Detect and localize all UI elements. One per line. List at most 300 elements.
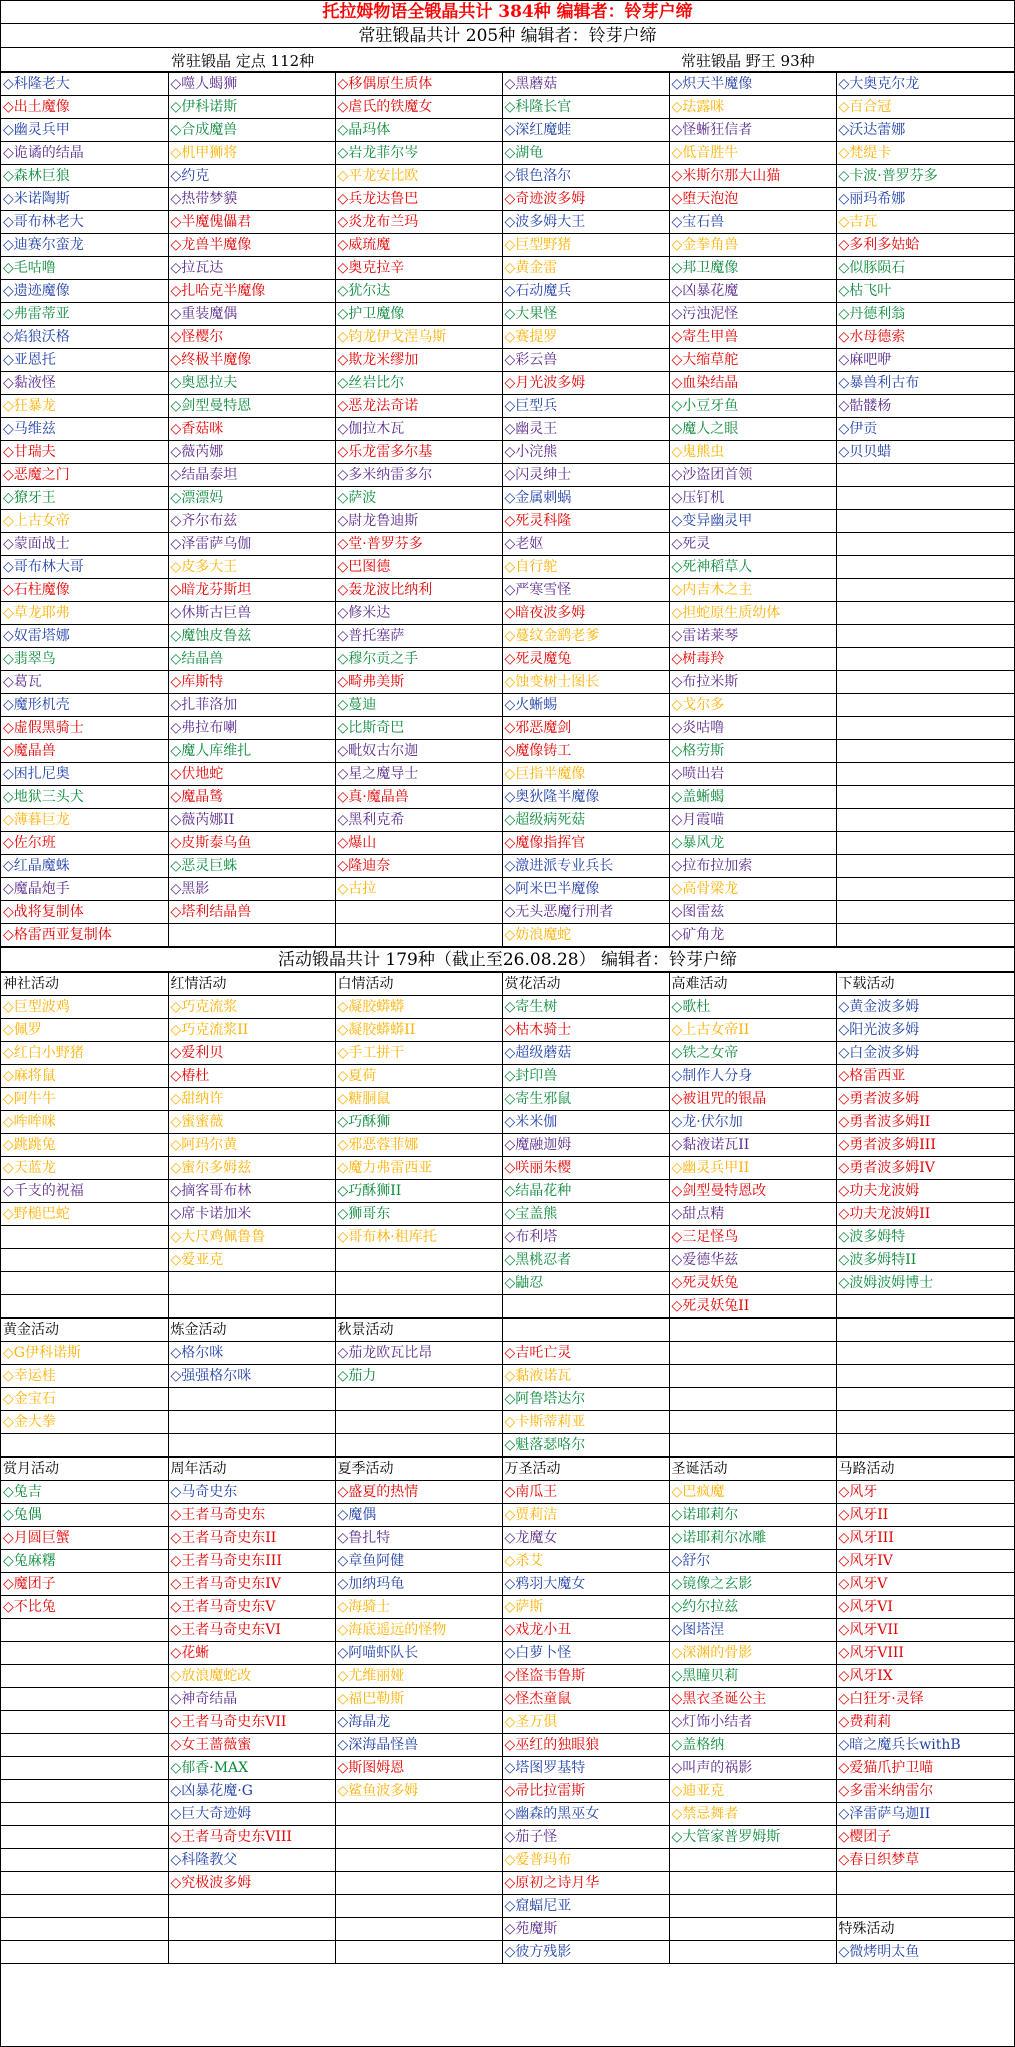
table-row xyxy=(1,717,1015,740)
crystal-entry: ◇黑利克希 xyxy=(335,809,502,832)
crystal-entry: ◇怪杰童鼠 xyxy=(502,1688,669,1711)
crystal-entry: ◇天蓝龙 xyxy=(1,1157,168,1180)
crystal-entry: ◇科隆教父 xyxy=(168,1849,335,1872)
crystal-entry: ◇兔吉 xyxy=(1,1481,168,1504)
crystal-entry: ◇翡翠鸟 xyxy=(1,648,168,671)
crystal-entry: ◇魔像铸工 xyxy=(502,740,669,763)
crystal-entry: ◇宝石兽 xyxy=(669,211,836,234)
table-row xyxy=(1,556,1015,579)
crystal-entry: ◇阿鲁塔达尔 xyxy=(502,1388,669,1411)
empty-cell xyxy=(836,855,1015,878)
crystal-entry: ◇欺龙米缪加 xyxy=(335,349,502,372)
crystal-entry: ◇珐露咪 xyxy=(669,96,836,119)
crystal-entry: ◇机甲狮将 xyxy=(168,142,335,165)
crystal-entry: ◇龙魔女 xyxy=(502,1527,669,1550)
crystal-entry: ◇禁忌舞者 xyxy=(669,1803,836,1826)
table-row xyxy=(1,395,1015,418)
table-row xyxy=(1,855,1015,878)
table-row xyxy=(1,1918,1015,1941)
table-row xyxy=(1,1550,1015,1573)
crystal-entry: ◇海底遥远的怪物 xyxy=(335,1619,502,1642)
crystal-entry: ◇金大拳 xyxy=(1,1411,168,1434)
crystal-entry: ◇奥狄隆半魔像 xyxy=(502,786,669,809)
crystal-entry: ◇黑瞳贝莉 xyxy=(669,1665,836,1688)
crystal-entry: ◇金宝石 xyxy=(1,1388,168,1411)
crystal-entry: ◇巴疯魔 xyxy=(669,1481,836,1504)
crystal-entry: ◇春日织梦草 xyxy=(836,1849,1015,1872)
crystal-entry: ◇伊科诺斯 xyxy=(168,96,335,119)
crystal-entry: ◇戈尔多 xyxy=(669,694,836,717)
crystal-entry: ◇困扎尼奥 xyxy=(1,763,168,786)
empty-cell xyxy=(1,1780,168,1803)
crystal-entry: ◇阿喵虾队长 xyxy=(335,1642,502,1665)
crystal-entry: ◇比斯奇巴 xyxy=(335,717,502,740)
table-row xyxy=(1,1895,1015,1918)
crystal-entry: ◇重装魔偶 xyxy=(168,303,335,326)
empty-cell xyxy=(1,1226,168,1249)
crystal-entry: ◇王者马奇史东VI xyxy=(168,1619,335,1642)
table-row xyxy=(1,1757,1015,1780)
crystal-entry: ◇森林巨狼 xyxy=(1,165,168,188)
crystal-entry: ◇乐龙雷多尔基 xyxy=(335,441,502,464)
crystal-entry: ◇手工拼干 xyxy=(335,1042,502,1065)
crystal-entry: ◇跳跳兔 xyxy=(1,1134,168,1157)
crystal-entry: ◇薄暮巨龙 xyxy=(1,809,168,832)
crystal-entry: ◇黑蘑菇 xyxy=(502,73,669,96)
crystal-entry: ◇巧克流浆 xyxy=(168,996,335,1019)
empty-cell xyxy=(1,1803,168,1826)
table-row xyxy=(1,1780,1015,1803)
crystal-entry: ◇阿米巴半魔像 xyxy=(502,878,669,901)
category-header: 高难活动 xyxy=(669,973,836,996)
table-row xyxy=(1,1642,1015,1665)
crystal-entry: ◇多雷米纳雷尔 xyxy=(836,1780,1015,1803)
table-row xyxy=(1,1826,1015,1849)
crystal-entry: ◇毛咕噜 xyxy=(1,257,168,280)
crystal-entry: ◇风牙 xyxy=(836,1481,1015,1504)
page-title: 托拉姆物语全锻晶共计 384种 编辑者：铃芽户缔 xyxy=(1,1,1014,24)
crystal-entry: ◇妨浪魔蛇 xyxy=(502,924,669,947)
table-row xyxy=(1,487,1015,510)
crystal-entry: ◇萨波 xyxy=(335,487,502,510)
crystal-entry: ◇巴图德 xyxy=(335,556,502,579)
crystal-entry: ◇恶魔之门 xyxy=(1,464,168,487)
crystal-entry: ◇椿杜 xyxy=(168,1065,335,1088)
crystal-entry: ◇黑桃忍者 xyxy=(502,1249,669,1272)
crystal-entry: ◇皮多大王 xyxy=(168,556,335,579)
crystal-entry: ◇树毒羚 xyxy=(669,648,836,671)
empty-cell xyxy=(335,1918,502,1941)
crystal-entry: ◇战将复制体 xyxy=(1,901,168,924)
crystal-entry: ◇米诺陶斯 xyxy=(1,188,168,211)
empty-cell xyxy=(836,1895,1015,1918)
crystal-entry: ◇摘客哥布林 xyxy=(168,1180,335,1203)
crystal-entry: ◇湖龟 xyxy=(502,142,669,165)
crystal-entry: ◇G伊科诺斯 xyxy=(1,1342,168,1365)
crystal-entry: ◇月光波多姆 xyxy=(502,372,669,395)
empty-cell xyxy=(335,1272,502,1295)
crystal-entry: ◇阿牛牛 xyxy=(1,1088,168,1111)
empty-cell xyxy=(836,1872,1015,1895)
empty-cell xyxy=(669,1411,836,1434)
crystal-entry: ◇真·魔晶兽 xyxy=(335,786,502,809)
table-row xyxy=(1,1342,1015,1365)
table-row xyxy=(1,1272,1015,1295)
category-header: 白情活动 xyxy=(335,973,502,996)
empty-cell xyxy=(1,1249,168,1272)
crystal-entry: ◇杀艾 xyxy=(502,1550,669,1573)
crystal-entry: ◇王者马奇史东III xyxy=(168,1550,335,1573)
crystal-entry: ◇炎咕噜 xyxy=(669,717,836,740)
crystal-entry: ◇焰狼沃格 xyxy=(1,326,168,349)
crystal-entry: ◇拉瓦达 xyxy=(168,257,335,280)
crystal-entry: ◇王者马奇史东VIII xyxy=(168,1826,335,1849)
empty-cell xyxy=(836,694,1015,717)
crystal-entry: ◇多利多姑蛤 xyxy=(836,234,1015,257)
empty-cell xyxy=(1,1918,168,1941)
category-header xyxy=(502,1319,669,1342)
crystal-entry: ◇爆山 xyxy=(335,832,502,855)
crystal-entry: ◇黑衣圣诞公主 xyxy=(669,1688,836,1711)
empty-cell xyxy=(836,648,1015,671)
crystal-entry: ◇巧克流浆II xyxy=(168,1019,335,1042)
table-row xyxy=(1,996,1015,1019)
crystal-entry: ◇王者马奇史东 xyxy=(168,1504,335,1527)
empty-cell xyxy=(836,464,1015,487)
crystal-entry: ◇甜纳许 xyxy=(168,1088,335,1111)
crystal-entry: ◇风牙IX xyxy=(836,1665,1015,1688)
crystal-entry: ◇吉吒亡灵 xyxy=(502,1342,669,1365)
crystal-entry: ◇平龙安比欧 xyxy=(335,165,502,188)
crystal-entry: ◇哥布林老大 xyxy=(1,211,168,234)
category-header: 炼金活动 xyxy=(168,1319,335,1342)
crystal-entry: ◇佐尔班 xyxy=(1,832,168,855)
table-row xyxy=(1,1434,1015,1457)
crystal-entry: ◇死神稻草人 xyxy=(669,556,836,579)
crystal-entry: ◇马奇史东 xyxy=(168,1481,335,1504)
crystal-entry: ◇梵缇卡 xyxy=(836,142,1015,165)
empty-cell xyxy=(669,1895,836,1918)
crystal-entry: ◇福巴勒斯 xyxy=(335,1688,502,1711)
crystal-entry: ◇爱利贝 xyxy=(168,1042,335,1065)
crystal-entry: ◇矿角龙 xyxy=(669,924,836,947)
crystal-entry: ◇暗夜波多姆 xyxy=(502,602,669,625)
empty-cell xyxy=(168,1411,335,1434)
empty-cell xyxy=(836,740,1015,763)
empty-cell xyxy=(168,1388,335,1411)
crystal-entry: ◇波姆波姆博士 xyxy=(836,1272,1015,1295)
table-row xyxy=(1,211,1015,234)
crystal-entry: ◇弗拉布喇 xyxy=(168,717,335,740)
crystal-entry: ◇上古女帝II xyxy=(669,1019,836,1042)
crystal-entry: ◇魔融迦姆 xyxy=(502,1134,669,1157)
crystal-entry: ◇弗雷蒂亚 xyxy=(1,303,168,326)
crystal-entry: ◇犹尔达 xyxy=(335,280,502,303)
crystal-entry: ◇邦卫魔像 xyxy=(669,257,836,280)
crystal-entry: ◇晶玛体 xyxy=(335,119,502,142)
crystal-entry: ◇轰龙波比纳利 xyxy=(335,579,502,602)
category-header: 周年活动 xyxy=(168,1458,335,1481)
table-row xyxy=(1,1596,1015,1619)
crystal-entry: ◇风牙VI xyxy=(836,1596,1015,1619)
empty-cell xyxy=(335,1295,502,1318)
table-row xyxy=(1,464,1015,487)
table-row xyxy=(1,188,1015,211)
crystal-entry: ◇诺耶莉尔冰雕 xyxy=(669,1527,836,1550)
crystal-entry: ◇巨型野猪 xyxy=(502,234,669,257)
crystal-entry: ◇宝盖熊 xyxy=(502,1203,669,1226)
crystal-entry: ◇布利塔 xyxy=(502,1226,669,1249)
table-row xyxy=(1,96,1015,119)
table-row xyxy=(1,73,1015,96)
crystal-entry: ◇魔人之眼 xyxy=(669,418,836,441)
crystal-entry: ◇铁之女帝 xyxy=(669,1042,836,1065)
crystal-entry: ◇巨型兵 xyxy=(502,395,669,418)
crystal-entry: ◇水母德索 xyxy=(836,326,1015,349)
crystal-entry: ◇图雷兹 xyxy=(669,901,836,924)
crystal-entry: ◇寄生邪鼠 xyxy=(502,1088,669,1111)
crystal-entry: ◇茄力 xyxy=(335,1365,502,1388)
crystal-entry: ◇狮哥东 xyxy=(335,1203,502,1226)
crystal-entry: ◇花蜥 xyxy=(168,1642,335,1665)
crystal-entry: ◇夏荷 xyxy=(335,1065,502,1088)
crystal-entry: ◇灯饰小结者 xyxy=(669,1711,836,1734)
crystal-entry: ◇幽灵兵甲II xyxy=(669,1157,836,1180)
crystal-entry: ◇巨指半魔像 xyxy=(502,763,669,786)
empty-cell xyxy=(1,1688,168,1711)
table-row xyxy=(1,1665,1015,1688)
empty-cell xyxy=(335,1826,502,1849)
crystal-entry: ◇魔晶兽 xyxy=(1,740,168,763)
crystal-entry: ◇风牙III xyxy=(836,1527,1015,1550)
crystal-entry: ◇深海晶怪兽 xyxy=(335,1734,502,1757)
crystal-entry: ◇丹德利翁 xyxy=(836,303,1015,326)
crystal-entry: ◇巨型波鸡 xyxy=(1,996,168,1019)
crystal-entry: ◇结晶泰坦 xyxy=(168,464,335,487)
crystal-entry: ◇激进派专业兵长 xyxy=(502,855,669,878)
empty-cell xyxy=(168,1895,335,1918)
crystal-entry: ◇变异幽灵甲 xyxy=(669,510,836,533)
empty-cell xyxy=(836,1295,1015,1318)
crystal-entry: ◇出土魔像 xyxy=(1,96,168,119)
crystal-entry: ◇恶灵巨蛛 xyxy=(168,855,335,878)
crystal-entry: ◇米米伽 xyxy=(502,1111,669,1134)
empty-cell xyxy=(836,924,1015,947)
empty-cell xyxy=(836,1342,1015,1365)
crystal-entry: ◇鸦羽大魔女 xyxy=(502,1573,669,1596)
table-row xyxy=(1,694,1015,717)
table-row xyxy=(1,1803,1015,1826)
empty-cell xyxy=(836,786,1015,809)
empty-cell xyxy=(836,1388,1015,1411)
empty-cell xyxy=(1,1941,168,1964)
empty-cell xyxy=(1,1642,168,1665)
crystal-entry: ◇魁落瑟咯尔 xyxy=(502,1434,669,1457)
crystal-entry: ◇甜点精 xyxy=(669,1203,836,1226)
empty-cell xyxy=(335,1849,502,1872)
crystal-entry: ◇王者马奇史东II xyxy=(168,1527,335,1550)
crystal-entry: ◇诺耶莉尔 xyxy=(669,1504,836,1527)
empty-cell xyxy=(168,1941,335,1964)
crystal-entry: ◇蜜蜜薇 xyxy=(168,1111,335,1134)
crystal-entry: ◇原初之诗月华 xyxy=(502,1872,669,1895)
crystal-entry: ◇白狂牙·灵铎 xyxy=(836,1688,1015,1711)
crystal-entry: ◇哥布林大哥 xyxy=(1,556,168,579)
crystal-entry: ◇幽灵兵甲 xyxy=(1,119,168,142)
crystal-entry: ◇内吉木之主 xyxy=(669,579,836,602)
empty-cell xyxy=(1,1734,168,1757)
table-row xyxy=(1,1365,1015,1388)
empty-cell xyxy=(836,556,1015,579)
table-row xyxy=(1,1249,1015,1272)
crystal-entry: ◇寄生树 xyxy=(502,996,669,1019)
crystal-entry: ◇吉瓦 xyxy=(836,211,1015,234)
category-header xyxy=(836,1319,1015,1342)
crystal-entry: ◇奥恩拉夫 xyxy=(168,372,335,395)
crystal-entry: ◇幽灵王 xyxy=(502,418,669,441)
crystal-entry: ◇迪亚克 xyxy=(669,1780,836,1803)
crystal-entry: ◇神奇结晶 xyxy=(168,1688,335,1711)
crystal-entry: ◇功夫龙波姆II xyxy=(836,1203,1015,1226)
crystal-entry: ◇微烤明太鱼 xyxy=(836,1941,1015,1964)
table-row xyxy=(1,1088,1015,1111)
table-row xyxy=(1,1388,1015,1411)
crystal-entry: ◇魔形机壳 xyxy=(1,694,168,717)
crystal-entry: ◇沃达蕾娜 xyxy=(836,119,1015,142)
crystal-entry: ◇喷出岩 xyxy=(669,763,836,786)
crystal-entry: ◇巧酥狮II xyxy=(335,1180,502,1203)
crystal-entry: ◇魔晶炮手 xyxy=(1,878,168,901)
table-row xyxy=(1,326,1015,349)
empty-cell xyxy=(669,1849,836,1872)
crystal-entry: ◇格雷西亚 xyxy=(836,1065,1015,1088)
crystal-entry: ◇齐尔布兹 xyxy=(168,510,335,533)
crystal-entry: ◇魔人库维扎 xyxy=(168,740,335,763)
crystal-entry: ◇剑型曼特恩 xyxy=(168,395,335,418)
crystal-entry: ◇泽雷萨乌迦II xyxy=(836,1803,1015,1826)
crystal-entry: ◇盖格纳 xyxy=(669,1734,836,1757)
crystal-entry: ◇蔓迪 xyxy=(335,694,502,717)
empty-cell xyxy=(1,1619,168,1642)
crystal-entry: ◇香菇咪 xyxy=(168,418,335,441)
crystal-entry: ◇獠牙王 xyxy=(1,487,168,510)
table-row xyxy=(1,533,1015,556)
crystal-entry: ◇银色洛尔 xyxy=(502,165,669,188)
empty-cell xyxy=(1,1434,168,1457)
crystal-entry: ◇究极波多姆 xyxy=(168,1872,335,1895)
crystal-entry: ◇月圆巨蟹 xyxy=(1,1527,168,1550)
empty-cell xyxy=(836,901,1015,924)
crystal-entry: ◇无头恶魔行刑者 xyxy=(502,901,669,924)
crystal-entry: ◇枯飞叶 xyxy=(836,280,1015,303)
crystal-entry: ◇库斯特 xyxy=(168,671,335,694)
crystal-entry: ◇龙兽半魔像 xyxy=(168,234,335,257)
crystal-entry: ◇南瓜王 xyxy=(502,1481,669,1504)
crystal-entry: ◇热带梦貘 xyxy=(168,188,335,211)
crystal-entry: ◇蜜尔多姆兹 xyxy=(168,1157,335,1180)
crystal-entry: ◇岩龙菲尔岑 xyxy=(335,142,502,165)
crystal-entry: ◇彼方残影 xyxy=(502,1941,669,1964)
crystal-entry: ◇巧酥狮 xyxy=(335,1111,502,1134)
crystal-entry: ◇兔偶 xyxy=(1,1504,168,1527)
crystal-entry: ◇骷髅杨 xyxy=(836,395,1015,418)
crystal-entry: ◇被诅咒的银晶 xyxy=(669,1088,836,1111)
table-row xyxy=(1,303,1015,326)
empty-cell xyxy=(335,924,502,947)
empty-cell xyxy=(669,1388,836,1411)
regular-fixed-label: 常驻锻晶 定点 112种 xyxy=(171,52,315,70)
table-row xyxy=(1,1295,1015,1318)
crystal-entry: ◇古拉 xyxy=(335,878,502,901)
crystal-entry: ◇郁香·MAX xyxy=(168,1757,335,1780)
crystal-entry: ◇海晶龙 xyxy=(335,1711,502,1734)
empty-cell xyxy=(669,1918,836,1941)
crystal-entry: ◇格雷西亚复制体 xyxy=(1,924,168,947)
crystal-entry: ◇勇者波多姆IV xyxy=(836,1157,1015,1180)
crystal-entry: ◇寄生甲兽 xyxy=(669,326,836,349)
crystal-entry: ◇王者马奇史东VII xyxy=(168,1711,335,1734)
crystal-entry: ◇黄金雷 xyxy=(502,257,669,280)
crystal-entry: ◇费莉莉 xyxy=(836,1711,1015,1734)
crystal-entry: ◇严寒雪怪 xyxy=(502,579,669,602)
crystal-entry: ◇伽拉木瓦 xyxy=(335,418,502,441)
empty-cell xyxy=(335,1803,502,1826)
empty-cell xyxy=(836,832,1015,855)
crystal-entry: ◇死灵妖兔 xyxy=(669,1272,836,1295)
crystal-entry: ◇放浪魔蛇改 xyxy=(168,1665,335,1688)
category-header: 红情活动 xyxy=(168,973,335,996)
crystal-entry: ◇金拳角兽 xyxy=(669,234,836,257)
crystal-entry: ◇茄子怪 xyxy=(502,1826,669,1849)
empty-cell xyxy=(836,1434,1015,1457)
crystal-entry: ◇麻将鼠 xyxy=(1,1065,168,1088)
crystal-entry: ◇狂暴龙 xyxy=(1,395,168,418)
table-row xyxy=(1,1573,1015,1596)
crystal-entry: ◇尉龙鲁迪斯 xyxy=(335,510,502,533)
crystal-entry: ◇席卡诺加米 xyxy=(168,1203,335,1226)
crystal-entry: ◇塔图罗基特 xyxy=(502,1757,669,1780)
crystal-entry: ◇叫声的祸影 xyxy=(669,1757,836,1780)
crystal-entry: ◇堂·普罗芬多 xyxy=(335,533,502,556)
crystal-entry: ◇封印兽 xyxy=(502,1065,669,1088)
crystal-entry: ◇制作人分身 xyxy=(669,1065,836,1088)
crystal-entry: ◇奴雷塔娜 xyxy=(1,625,168,648)
category-header: 夏季活动 xyxy=(335,1458,502,1481)
empty-cell xyxy=(1,1272,168,1295)
crystal-entry: ◇幸运桂 xyxy=(1,1365,168,1388)
crystal-entry: ◇麻吧咿 xyxy=(836,349,1015,372)
crystal-entry: ◇奥克拉辛 xyxy=(335,257,502,280)
crystal-entry: ◇枯木骑士 xyxy=(502,1019,669,1042)
crystal-entry: ◇石动魔兵 xyxy=(502,280,669,303)
event-section-header: 活动锻晶共计 179种（截止至26.08.28） 编辑者：铃芽户缔 xyxy=(1,947,1014,972)
category-header: 马路活动 xyxy=(836,1458,1015,1481)
crystal-entry: ◇凝胶蟒蟒II xyxy=(335,1019,502,1042)
empty-cell xyxy=(836,717,1015,740)
table-row xyxy=(1,349,1015,372)
table-row xyxy=(1,1134,1015,1157)
crystal-entry: ◇超级蘑菇 xyxy=(502,1042,669,1065)
crystal-entry: ◇风牙VII xyxy=(836,1619,1015,1642)
empty-cell xyxy=(502,1295,669,1318)
empty-cell xyxy=(836,487,1015,510)
crystal-entry: ◇蚀变树士图长 xyxy=(502,671,669,694)
regular-subheader xyxy=(1,48,1014,72)
empty-cell xyxy=(1,1826,168,1849)
crystal-entry: ◇泽雷萨乌伽 xyxy=(168,533,335,556)
crystal-entry: ◇普托塞萨 xyxy=(335,625,502,648)
crystal-entry: ◇野槌巴蛇 xyxy=(1,1203,168,1226)
